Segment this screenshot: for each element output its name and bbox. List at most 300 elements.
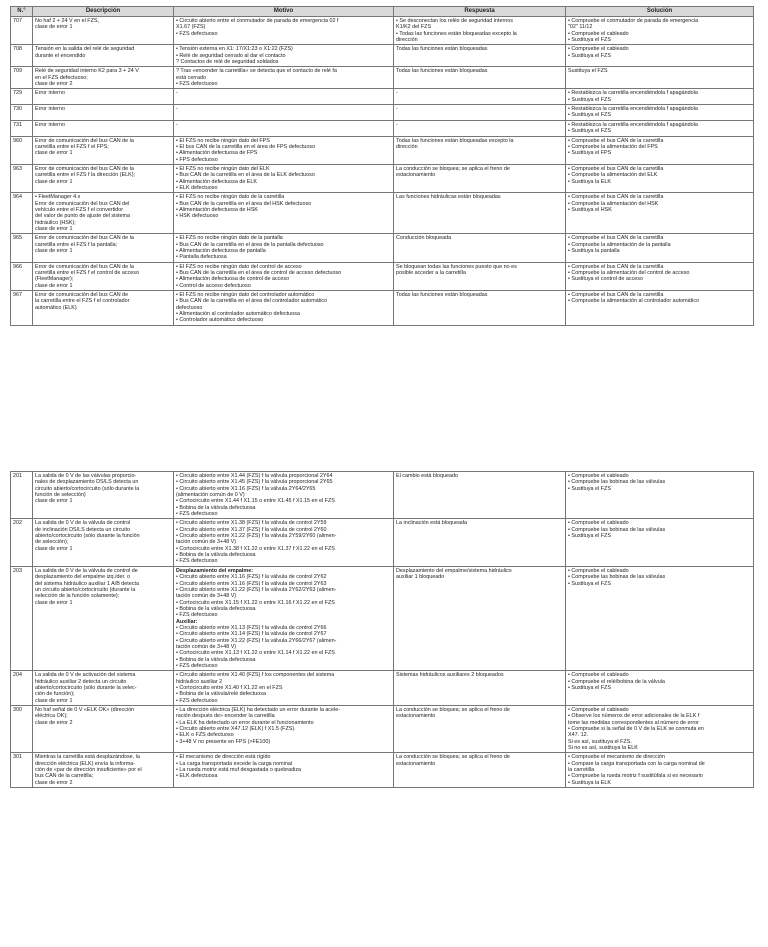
reason-cell xyxy=(174,67,394,89)
description-cell xyxy=(33,262,174,290)
reason-cell xyxy=(174,136,394,164)
cell-line: • Compruebe si la señal de 0 V de la ELK se conmuta en xyxy=(568,726,704,733)
cell-line: • Bobina de la válvula defectuosa xyxy=(176,504,256,511)
cell-line: • Bus CAN de la carretilla en el área de la pantalla defectuoso xyxy=(176,241,324,248)
response-cell xyxy=(394,234,566,262)
cell-line: • Controlador automático defectuoso xyxy=(176,317,264,324)
description-cell xyxy=(33,120,174,136)
solution-cell xyxy=(566,45,754,67)
cell-line: Si no es así, sustituya la ELK xyxy=(568,745,638,752)
error-number: 300 xyxy=(11,706,33,753)
cell-line: • El FZS no recibe ningún dato de la pantalla xyxy=(176,235,283,242)
cell-line: La conducción se bloquea; se aplica el freno de xyxy=(396,707,510,714)
solution-cell xyxy=(566,291,754,326)
cell-line: Si es así, sustituya el FZS. xyxy=(568,738,632,745)
table-1-body xyxy=(11,17,754,326)
cell-line: • Compruebe el cableado xyxy=(568,567,629,574)
cell-line: • Cortocircuito entre X1.13 f X1.22 o entre X1.14 f X1.22 en el FZS xyxy=(176,650,335,657)
cell-line: tación común de 3+48 V) xyxy=(176,643,237,650)
cell-line: clase de error 1 xyxy=(35,225,73,232)
cell-line: • Bus CAN de la carretilla en el área del controlador automático xyxy=(176,298,328,305)
cell-line: • Compruebe el mecanismo de dirección xyxy=(568,754,665,761)
cell-line: desplazamiento del empalme izq./der. o xyxy=(35,574,130,581)
response-cell xyxy=(394,193,566,234)
description-cell xyxy=(33,45,174,67)
reason-cell xyxy=(174,45,394,67)
cell-line: • Circuito abierto entre X1.16 (FZS) f la válvula de control 2Y62 xyxy=(176,574,327,581)
cell-line: • Todas las funciones están bloqueadas excepto la xyxy=(396,30,517,37)
header-response: Respuesta xyxy=(394,7,566,17)
description-cell xyxy=(33,67,174,89)
cell-line: • FZS defectuoso xyxy=(176,511,218,518)
cell-line: • Restablezca la carretilla encendiéndola f apagándola xyxy=(568,106,698,113)
cell-line: • Compruebe la alimentación de la pantalla xyxy=(568,241,671,248)
cell-line: K1/K2 del FZS xyxy=(396,24,432,31)
cell-line: • Compruebe el bus CAN de la carretilla xyxy=(568,263,664,270)
cell-line: clase de error 1 xyxy=(35,178,73,185)
cell-line: La salida de 0 V de la válvula de control xyxy=(35,520,131,527)
cell-line: • Compruebe el cableado xyxy=(568,473,629,479)
description-cell xyxy=(33,519,174,566)
solution-cell xyxy=(566,136,754,164)
cell-line: estacionamiento xyxy=(396,713,436,720)
cell-line: • Compruebe el cableado xyxy=(568,30,629,37)
cell-line: • Relé de seguridad cerrado al dar el contacto xyxy=(176,52,286,59)
cell-line: • Cortocircuito entre X1.15 f X1.22 o entre X1.16 f X1.22 en el FZS xyxy=(176,599,335,606)
cell-line: • Compruebe el relé/bobina de la válvula xyxy=(568,678,665,685)
cell-line: • Compruebe la rueda motriz f sustitúfala si es necesario xyxy=(568,773,703,780)
cell-line: - xyxy=(396,121,398,128)
table-row xyxy=(11,291,754,326)
table-row xyxy=(11,671,754,706)
cell-line: • Compruebe el bus CAN de la carretilla xyxy=(568,292,664,299)
cell-line: • FZS defectuoso xyxy=(176,662,218,669)
response-cell xyxy=(394,262,566,290)
description-cell xyxy=(33,566,174,671)
table-header-row xyxy=(11,7,754,17)
cell-line: un circuito abierto/cortocircuito (durante la xyxy=(35,586,136,593)
reason-cell xyxy=(174,193,394,234)
cell-line: • Sustituya el FZS xyxy=(568,96,611,103)
cell-line: función de selección) xyxy=(35,492,86,499)
cell-line: • Alimentación defectuosa de ELK xyxy=(176,178,258,185)
error-number: 204 xyxy=(11,671,33,706)
cell-line: • Bus CAN de la carretilla en el área de la ELK defectuoso xyxy=(176,172,315,179)
table-row xyxy=(11,164,754,192)
cell-line: • Bobina de la válvula defectuosa xyxy=(176,605,256,612)
cell-line: carretilla entre el FZS f la dirección (ELK); xyxy=(35,172,136,179)
cell-line: No haf 2 + 24 V en el FZS, xyxy=(35,18,99,24)
cell-line: Error interno xyxy=(35,121,65,128)
response-cell xyxy=(394,17,566,45)
cell-line: (alimentación común de 0 V) xyxy=(176,492,245,499)
reason-cell xyxy=(174,291,394,326)
cell-line: • La carga transportada excede la carga nominal xyxy=(176,760,293,767)
cell-line: posible acceder a la carretilla xyxy=(396,270,466,277)
cell-line: nales de desplazamiento DS/LS detecta un xyxy=(35,479,139,486)
description-cell xyxy=(33,89,174,105)
cell-line: circuito abierto/cortocircuito (sólo durante la xyxy=(35,485,140,492)
solution-cell xyxy=(566,234,754,262)
cell-line: defectuoso xyxy=(176,304,203,311)
cell-line: • Compruebe la alimentación del HSK xyxy=(568,200,659,207)
solution-cell xyxy=(566,519,754,566)
table-row xyxy=(11,45,754,67)
cell-line: Sistemas hidráulicos auxiliares 2 bloqueados xyxy=(396,672,504,679)
header-num: N.° xyxy=(11,7,33,17)
cell-line: • Bus CAN de la carretilla en el área del HSK defectuoso xyxy=(176,200,312,207)
table-row xyxy=(11,519,754,566)
cell-line: Error de comunicación del bus CAN de la xyxy=(35,165,134,172)
cell-line: • Sustituya el control de acceso xyxy=(568,276,644,283)
cell-line: X47. 12. xyxy=(568,732,589,739)
cell-line: • FZS defectuoso xyxy=(176,81,218,88)
error-number: 707 xyxy=(11,17,33,45)
cell-line: ? Tras «encender la carretilla» se detecta que el contacto de relé fa xyxy=(176,68,337,75)
cell-line: • FZS defectuoso xyxy=(176,558,218,565)
cell-line: ración después de» encender la carretilla xyxy=(176,713,275,720)
cell-line: ción de función); xyxy=(35,691,75,698)
cell-line: • El FZS no recibe ningún dato del control de acceso xyxy=(176,263,302,270)
solution-cell xyxy=(566,164,754,192)
response-cell xyxy=(394,291,566,326)
cell-line: • Sustituya el FZS xyxy=(568,52,611,59)
cell-line: La salida de 0 V de activación del sistema xyxy=(35,672,136,679)
cell-line: • Sustituya el FZS xyxy=(568,112,611,119)
cell-line: • Compruebe la alimentación del control de acceso xyxy=(568,270,690,277)
solution-cell xyxy=(566,120,754,136)
cell-line: • El FZS no recibe ningún dato del FPS xyxy=(176,137,270,144)
table-row xyxy=(11,472,754,519)
reason-cell xyxy=(174,105,394,121)
cell-line: clase de error 1 xyxy=(35,498,73,505)
cell-line: • Circuito abierto entre X1.14 (FZS) f la válvula de control 2Y67 xyxy=(176,631,327,638)
cell-line: • Sustituya la ELK xyxy=(568,779,611,786)
cell-line: estacionamiento xyxy=(396,172,436,179)
cell-line: • La dirección eléctrica (ELK) ha detectado un error durante la acele- xyxy=(176,707,340,714)
cell-line: estacionamiento xyxy=(396,760,436,767)
cell-subheading: Auxiliar: xyxy=(176,618,198,625)
description-cell xyxy=(33,291,174,326)
solution-cell xyxy=(566,706,754,753)
cell-line: - xyxy=(396,106,398,113)
error-number: 966 xyxy=(11,262,33,290)
cell-line: Todas las funciones están bloqueadas xyxy=(396,292,488,299)
description-cell xyxy=(33,753,174,788)
table-row xyxy=(11,753,754,788)
cell-line: • ELK defectuoso xyxy=(176,184,218,191)
table-row xyxy=(11,120,754,136)
description-cell xyxy=(33,671,174,706)
response-cell xyxy=(394,136,566,164)
reason-cell xyxy=(174,17,394,45)
cell-line: • Compruebe la alimentación del FPS xyxy=(568,143,658,150)
cell-line: tome las medidas correspondientes al número de error xyxy=(568,719,699,726)
description-cell xyxy=(33,105,174,121)
table-2-body xyxy=(11,472,754,788)
cell-line: automático (ELK) xyxy=(35,304,77,311)
table-row xyxy=(11,193,754,234)
error-number: 960 xyxy=(11,136,33,164)
header-solution: Solución xyxy=(566,7,754,17)
cell-line: clase de error 1 xyxy=(35,24,73,31)
cell-line: carretilla entre el FZS f la pantalla; xyxy=(35,241,118,248)
table-row xyxy=(11,136,754,164)
cell-line: • Circuito abierto entre el conmutador de parada de emergencia 02 f xyxy=(176,18,339,24)
reason-cell xyxy=(174,164,394,192)
cell-line: • Circuito abierto entre X1.22 (FZS) f la válvula 2Y66/2Y67 (alimen- xyxy=(176,637,337,644)
cell-line: • Circuito abierto entre X47.12 (ELK) f X1.5 (FZS). xyxy=(176,726,296,733)
description-cell xyxy=(33,706,174,753)
response-cell xyxy=(394,105,566,121)
cell-line: • Compruebe las bobinas de las válvulas xyxy=(568,526,666,533)
response-cell xyxy=(394,706,566,753)
cell-line: Todas las funciones están bloqueadas excepto la xyxy=(396,137,514,144)
cell-line: abierto/cortocircuito (sólo durante la función xyxy=(35,533,140,540)
cell-line: • La ELK ha detectado un error durante el funcionamiento xyxy=(176,719,314,726)
response-cell xyxy=(394,753,566,788)
cell-line: • Sustituya el FPS xyxy=(568,150,612,157)
error-number: 964 xyxy=(11,193,33,234)
cell-line: la carretilla entre el FZS f el controlador xyxy=(35,298,130,305)
cell-line: • ELK defectuosa xyxy=(176,773,218,780)
cell-line: • El FZS no recibe ningún dato del ELK xyxy=(176,165,270,172)
error-number: 203 xyxy=(11,566,33,671)
cell-line: Las funciones hidráulicas están bloqueadas xyxy=(396,194,501,201)
cell-line: "02" 11/12 xyxy=(568,24,593,31)
cell-line: • Sustituya el FZS xyxy=(568,685,611,691)
reason-cell xyxy=(174,262,394,290)
cell-line: - xyxy=(176,90,178,97)
table-row xyxy=(11,67,754,89)
solution-cell xyxy=(566,472,754,519)
cell-line: dirección xyxy=(396,37,418,44)
reason-cell xyxy=(174,472,394,519)
reason-cell xyxy=(174,89,394,105)
error-number: 709 xyxy=(11,67,33,89)
cell-line: La inclinación está bloqueada xyxy=(396,520,468,527)
cell-line: Error de comunicación del bus CAN de la xyxy=(35,137,134,144)
solution-cell xyxy=(566,105,754,121)
cell-line: • Compruebe el bus CAN de la carretilla xyxy=(568,235,664,242)
cell-line: Error interno xyxy=(35,90,65,97)
cell-line: • FZS defectuoso xyxy=(176,30,218,37)
cell-line: • Circuito abierto entre X1.45 (FZS) f la válvula proporcional 2Y65 xyxy=(176,479,333,486)
cell-line: El cambio está bloqueado xyxy=(396,473,459,479)
cell-line: carretilla entre el FZS f el FPS; xyxy=(35,143,109,150)
cell-line: • Compruebe el cableado xyxy=(568,707,629,714)
table-row xyxy=(11,17,754,45)
cell-line: • HSK defectuoso xyxy=(176,213,219,220)
cell-line: Mientras la carretilla está desplazándose, la xyxy=(35,754,140,761)
cell-line: abierto/cortocircuito (sólo durante la selec- xyxy=(35,685,137,691)
description-cell xyxy=(33,193,174,234)
cell-line: está cerrado xyxy=(176,74,206,81)
cell-line: • FleetManager 4.x xyxy=(35,194,81,201)
response-cell xyxy=(394,89,566,105)
solution-cell xyxy=(566,566,754,671)
cell-line: • Sustituya el FZS xyxy=(568,37,611,44)
cell-line: • Compruebe el bus CAN de la carretilla xyxy=(568,194,664,201)
cell-line: - xyxy=(396,90,398,97)
cell-line: ? Contactos de relé de seguridad soldados xyxy=(176,59,279,66)
cell-line: hidráulico (HSK); xyxy=(35,219,76,226)
table-row xyxy=(11,706,754,753)
cell-line: bus CAN de la carretilla; xyxy=(35,773,94,780)
cell-line: • Compruebe el conmutador de parada de emergencia xyxy=(568,18,699,24)
cell-line: La salida de 0 V de las válvulas proporcio- xyxy=(35,473,137,479)
cell-line: • Circuito abierto entre X1.44 (FZS) f la válvula proporcional 2Y64 xyxy=(176,473,333,479)
table-row xyxy=(11,262,754,290)
cell-line: clase de error 1 xyxy=(35,599,73,606)
cell-line: tación común de 3+48 V) xyxy=(176,539,237,546)
cell-line: Error de comunicación del bus CAN de xyxy=(35,292,129,299)
cell-line: • Bobina de la válvula/relé defectuosa xyxy=(176,691,266,698)
cell-line: de inclinación DS/LS detecta un circuito xyxy=(35,526,130,533)
cell-line: del sistema hidráulico auxiliar 1 A/B detecta xyxy=(35,580,139,587)
cell-line: • Cortocircuito entre X1.44 f X1.15 o entre X1.45 f X1.15 en el FZS xyxy=(176,498,335,505)
header-reason: Motivo xyxy=(174,7,394,17)
cell-line: • Circuito abierto entre X1.38 (FZS) f la válvula de control 2Y59 xyxy=(176,520,327,527)
error-number: 708 xyxy=(11,45,33,67)
cell-line: • Tensión externa en X1: 17/X1:23 o X1:22 (FZS) xyxy=(176,46,293,53)
cell-line: • El mecanismo de dirección está rígido xyxy=(176,754,271,761)
cell-line: • Alimentación defectuosa de FPS xyxy=(176,150,258,157)
cell-line: • El FZS no recibe ningún dato del controlador automático xyxy=(176,292,315,299)
cell-line: Relé de seguridad interno K2 para 3 + 24 V xyxy=(35,68,139,75)
response-cell xyxy=(394,472,566,519)
cell-line: hidráulico auxiliar 2 xyxy=(176,678,223,685)
cell-line: • Alimentación al controlador automático defectuosa xyxy=(176,311,300,318)
cell-line: en el FZS defectuoso; xyxy=(35,74,88,81)
cell-line: No haf señal de 0 V «ELK OK» (dirección xyxy=(35,707,135,714)
cell-line: La conducción se bloquea; se aplica el freno de xyxy=(396,754,510,761)
solution-cell xyxy=(566,193,754,234)
cell-line: • Se desconectan los relés de seguridad internos xyxy=(396,18,513,24)
cell-line: selección de la función solamente); xyxy=(35,593,120,600)
cell-line: Desplazamiento del empalme/sistema hidráulico xyxy=(396,567,512,574)
cell-line: • Observe los números de error adicionales de la ELK f xyxy=(568,713,700,720)
cell-line: durante el encendido xyxy=(35,52,86,59)
error-number: 731 xyxy=(11,120,33,136)
cell-line: • Compruebe el cableado xyxy=(568,46,629,53)
cell-line: • Compruebe la alimentación del ELK xyxy=(568,172,658,179)
reason-cell xyxy=(174,519,394,566)
cell-line: La conducción se bloquea; se aplica el freno de xyxy=(396,165,510,172)
solution-cell xyxy=(566,262,754,290)
cell-line: • Circuito abierto entre X1.16 (FZS) f la válvula 2Y64/2Y65 xyxy=(176,485,316,492)
cell-line: • Bobina de la válvula defectuosa xyxy=(176,656,256,663)
error-number: 729 xyxy=(11,89,33,105)
response-cell xyxy=(394,519,566,566)
table-row xyxy=(11,89,754,105)
description-cell xyxy=(33,136,174,164)
reason-cell xyxy=(174,234,394,262)
cell-line: • Circuito abierto entre X1.40 (FZS) f los componentes del sistema xyxy=(176,672,335,679)
cell-line: • Sustituya el FZS xyxy=(568,128,611,135)
cell-line: dirección eléctrica (ELK) envía la informa- xyxy=(35,760,136,767)
cell-line: • Circuito abierto entre X1.22 (FZS) f la válvula 2Y62/2Y63 (alimen- xyxy=(176,586,337,593)
cell-line: • Circuito abierto entre X1.37 (FZS) f la válvula de control 2Y60 xyxy=(176,526,327,533)
cell-line: • Alimentación defectuosa de pantalla xyxy=(176,248,266,254)
cell-line: Error de comunicación del bus CAN de la xyxy=(35,235,134,242)
cell-line: auxiliar 1 bloqueado xyxy=(396,574,445,581)
cell-line: - xyxy=(176,106,178,113)
error-number: 301 xyxy=(11,753,33,788)
description-cell xyxy=(33,17,174,45)
solution-cell xyxy=(566,89,754,105)
cell-line: • Cortocircuito entre X1.38 f X1.22 o entre X1.37 f X1.22 en el FZS xyxy=(176,545,335,552)
table-row xyxy=(11,105,754,121)
cell-line: clase de error 2 xyxy=(35,81,73,88)
cell-line: • Restablezca la carretilla encendiéndola f apagándola xyxy=(568,90,698,97)
table-row xyxy=(11,566,754,671)
cell-line: Tensión en la salida del relé de seguridad xyxy=(35,46,135,53)
error-table-1 xyxy=(10,6,754,326)
cell-subheading: Desplazamiento del empalme: xyxy=(176,567,253,574)
description-cell xyxy=(33,472,174,519)
header-description: Descripción xyxy=(33,7,174,17)
cell-line: clase de error 2 xyxy=(35,719,73,726)
cell-line: hidráulico auxiliar 2 detecta un circuito xyxy=(35,678,127,685)
cell-line: tación común de 3+48 V) xyxy=(176,593,237,600)
cell-line: clase de error 1 xyxy=(35,697,73,704)
cell-line: • Sustituya el FZS xyxy=(568,533,611,540)
response-cell xyxy=(394,566,566,671)
cell-line: de selección); xyxy=(35,539,69,546)
cell-line: • Circuito abierto entre X1.22 (FZS) f la válvula 2Y59/2Y60 (alimen- xyxy=(176,533,337,540)
cell-line: • Sustituya la pantalla xyxy=(568,248,620,254)
cell-line: • 3+48 V no presente en FPS (>FE100) xyxy=(176,738,271,745)
response-cell xyxy=(394,67,566,89)
solution-cell xyxy=(566,67,754,89)
error-table-2 xyxy=(10,471,754,788)
reason-cell xyxy=(174,120,394,136)
cell-line: • Sustituya la ELK xyxy=(568,178,611,185)
cell-line: • Compruebe las bobinas de las válvulas xyxy=(568,479,666,486)
error-number: 202 xyxy=(11,519,33,566)
solution-cell xyxy=(566,753,754,788)
cell-line: • ELK o FZS defectuoso xyxy=(176,732,234,739)
solution-cell xyxy=(566,671,754,706)
response-cell xyxy=(394,45,566,67)
cell-line: Todas las funciones están bloqueadas xyxy=(396,46,488,53)
cell-line: Conducción bloqueada xyxy=(396,235,452,242)
cell-line: • Compruebe el cableado xyxy=(568,520,629,527)
cell-line: carretilla entre el FZS f el control de acceso xyxy=(35,270,139,277)
cell-line: ción de «par de dirección insuficiente» por el xyxy=(35,767,142,774)
cell-line: del valor de punto de ajuste del sistema xyxy=(35,213,130,220)
reason-cell xyxy=(174,671,394,706)
cell-line: dirección xyxy=(396,143,418,150)
cell-line: Error de comunicación del bus CAN del xyxy=(35,200,130,207)
cell-line: • FZS defectuoso xyxy=(176,697,218,704)
cell-line: • Compare la carga transportada con la carga nominal de xyxy=(568,760,705,767)
cell-line: • Alimentación defectuosa de control de acceso xyxy=(176,276,290,283)
cell-line: - xyxy=(176,121,178,128)
response-cell xyxy=(394,164,566,192)
error-number: 967 xyxy=(11,291,33,326)
error-number: 963 xyxy=(11,164,33,192)
cell-line: Error interno xyxy=(35,106,65,113)
cell-line: Todas las funciones están bloqueadas xyxy=(396,68,488,75)
cell-line: • Compruebe las bobinas de las válvulas xyxy=(568,574,666,581)
cell-line: • Bus CAN de la carretilla en el área de control de acceso defectuoso xyxy=(176,270,342,277)
cell-line: • Pantalla defectuosa xyxy=(176,254,227,261)
cell-line: clase de error 2 xyxy=(35,779,73,786)
cell-line: (FleetManager); xyxy=(35,276,74,283)
cell-line: • Compruebe el bus CAN de la carretilla xyxy=(568,165,664,172)
